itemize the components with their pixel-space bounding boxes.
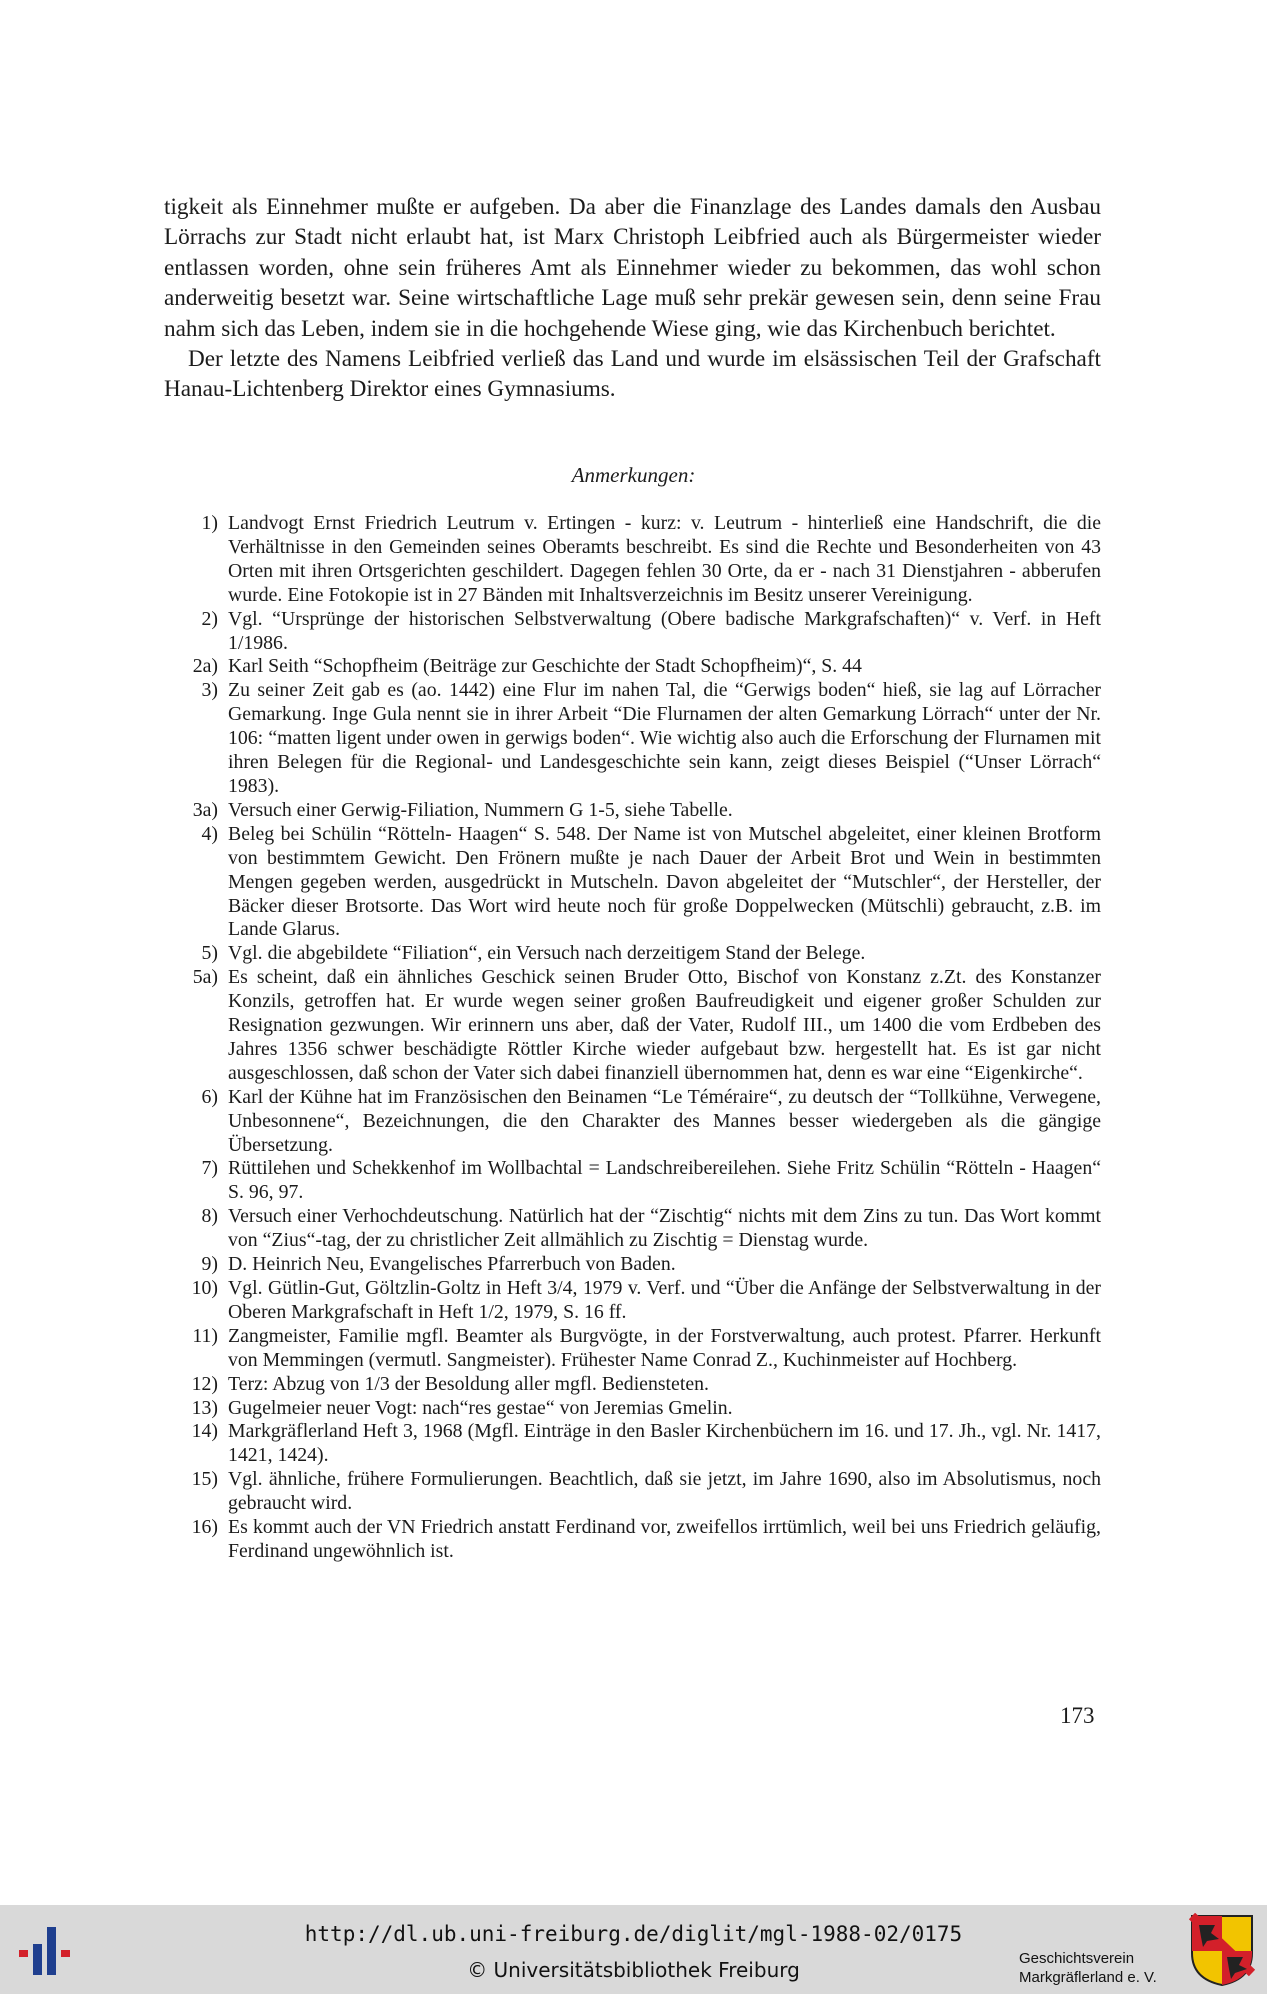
note-item (164, 1205, 1101, 1253)
note-item (164, 1325, 1101, 1373)
body-paragraph: Der letzte des Namens Leibfried verließ das Land und wurde im elsässischen Teil der Grafschaft Hanau-Lichtenberg Direktor eines Gymnasiums. (164, 346, 1101, 403)
note-number: 3a) (192, 798, 218, 821)
note-number: 15) (191, 1468, 218, 1491)
note-item (164, 942, 1101, 966)
note-item (164, 1516, 1101, 1564)
note-text: Vgl. die abgebildete “Filiation“, ein Versuch nach derzeitigem Stand der Belege. (228, 942, 866, 965)
coat-of-arms-icon[interactable] (1189, 1913, 1255, 1987)
note-number: 7) (201, 1157, 218, 1180)
note-text: Terz: Abzug von 1/3 der Besoldung aller mgfl. Bediensteten. (228, 1372, 709, 1395)
note-item (164, 655, 1101, 679)
note-text: Vgl. “Ursprünge der historischen Selbstverwaltung (Obere badische Markgrafschaften)“ v. Verf. in Heft 1/1986. (228, 607, 1101, 654)
footer-url-link[interactable]: http://dl.ub.uni-freiburg.de/diglit/mgl-1988-02/0175 (304, 1922, 963, 1946)
note-number: 16) (191, 1516, 218, 1539)
note-text: Gugelmeier neuer Vogt: nach“res gestae“ von Jeremias Gmelin. (228, 1396, 733, 1419)
note-item (164, 1420, 1101, 1468)
note-item (164, 1373, 1101, 1397)
note-text: Markgräflerland Heft 3, 1968 (Mgfl. Einträge in den Basler Kirchenbüchern im 16. und 17. Jh., vgl. Nr. 1417, 1421, 1424). (228, 1420, 1101, 1467)
body-paragraph: tigkeit als Einnehmer mußte er aufgeben. Da aber die Finanzlage des Landes damals den Ausbau Lörrachs zur Stadt nicht erlaubt hat, ist Marx Christoph Leibfried auch als Bürgermeister wieder entlassen worden, ohne sein früheres Amt als Einnehmer wieder zu bekommen, das wohl schon anderweitig besetzt war. Seine wirtschaftliche Lage muß sehr prekär gewesen sein, denn seine Frau nahm sich das Leben, indem sie in die hochgehende Wiese ging, wie das Kirchenbuch berichtet. (164, 194, 1101, 342)
note-text: Vgl. Gütlin-Gut, Göltzlin-Goltz in Heft 3/4, 1979 v. Verf. und “Über die Anfänge der Selbstverwaltung in der Oberen Markgrafschaft in Heft 1/2, 1979, S. 16 ff. (228, 1277, 1101, 1323)
note-text: Vgl. ähnliche, frühere Formulierungen. Beachtlich, daß sie jetzt, im Jahre 1690, also im Absolutismus, noch gebraucht wird. (228, 1468, 1101, 1515)
note-number: 9) (201, 1253, 218, 1276)
footer-bar (0, 1905, 1267, 1994)
note-item (164, 1277, 1101, 1325)
footer-copyright: © Universitätsbibliothek Freiburg (467, 1958, 800, 1982)
note-number: 2) (201, 607, 218, 630)
note-text: Es kommt auch der VN Friedrich anstatt Ferdinand vor, zweifellos irrtümlich, weil bei uns Friedrich geläufig, Ferdinand ungewöhnlich ist. (228, 1516, 1101, 1562)
note-item (164, 1086, 1101, 1158)
note-number: 2a) (192, 655, 218, 678)
body-text (164, 192, 1101, 405)
note-item (164, 1397, 1101, 1421)
note-item (164, 966, 1101, 1086)
society-name-line: Markgräflerland e. V. (1019, 1969, 1157, 1986)
note-number: 11) (192, 1324, 218, 1347)
note-number: 13) (191, 1396, 218, 1419)
note-text: Versuch einer Verhochdeutschung. Natürlich hat der “Zischtig“ nichts mit dem Zins zu tun. Das Wort kommt von “Zius“-tag, der zu christlicher Zeit allmählich zu Zischtig = Dienstag wurde. (228, 1205, 1101, 1252)
note-number: 8) (201, 1205, 218, 1228)
note-item (164, 1253, 1101, 1277)
note-text: Rüttilehen und Schekkenhof im Wollbachtal = Landschreibereilehen. Siehe Fritz Schülin “Rötteln - Haagen“ S. 96, 97. (228, 1157, 1101, 1204)
note-number: 14) (191, 1420, 218, 1443)
note-item (164, 512, 1101, 608)
note-text: Landvogt Ernst Friedrich Leutrum v. Ertingen - kurz: v. Leutrum - hinterließ eine Handschrift, die die Verhältnisse in den Gemeinden seines Oberamts beschreibt. Es sind die Rechte und Besonderheiten von 43 Orten mit ihren Ortsgerichten geschildert. Dagegen fehlen 30 Orte, da er - nach 31 Dienstjahren - abberufen wurde. Eine Fotokopie ist in 27 Bänden mit Inhaltsverzeichnis im Besitz unserer Vereinigung. (228, 512, 1101, 606)
notes-list (164, 512, 1101, 1564)
note-text: Versuch einer Gerwig-Filiation, Nummern G 1-5, siehe Tabelle. (228, 798, 733, 821)
note-number: 6) (201, 1085, 218, 1108)
society-name (1019, 1949, 1157, 1987)
note-number: 3) (201, 679, 218, 702)
note-text: Beleg bei Schülin “Rötteln- Haagen“ S. 548. Der Name ist von Mutschel abgeleitet, einer kleinen Brotform von bestimmtem Gewicht. Den Frönern mußte je nach Dauer der Arbeit Brot und Wein in bestimmten Mengen gegeben werden, ausgedrückt in Mutscheln. Davon abgeleitet der “Mutschler“, der Hersteller, der Bäcker dieser Brotsorte. Das Wort wird heute noch für große Doppelwecken (Mütschli) gebraucht, z.B. im Lande Glarus. (228, 822, 1101, 941)
note-text: Karl Seith “Schopfheim (Beiträge zur Geschichte der Stadt Schopfheim)“, S. 44 (228, 655, 862, 678)
notes-heading: Anmerkungen: (571, 463, 696, 487)
page-number: 173 (1060, 1703, 1095, 1728)
note-item (164, 799, 1101, 823)
note-item (164, 1157, 1101, 1205)
note-number: 5a) (192, 966, 218, 989)
note-item (164, 823, 1101, 943)
note-item (164, 679, 1101, 799)
note-text: Es scheint, daß ein ähnliches Geschick seinen Bruder Otto, Bischof von Konstanz z.Zt. des Konstanzer Konzils, getroffen hat. Er wurde wegen seiner großen Baufreudigkeit und eigener großer Schulden zur Resignation gezwungen. Wir erinnern uns aber, daß der Vater, Rudolf III., um 1400 die vom Erdbeben des Jahres 1356 schwer beschädigte Röttler Kirche wieder aufgebaut bzw. hergestellt hat. Es ist gar nicht ausgeschlossen, daß schon der Vater sich dabei finanziell übernommen hat, denn es war eine “Eigenkirche“. (228, 966, 1101, 1084)
note-number: 4) (201, 822, 218, 845)
note-text: Karl der Kühne hat im Französischen den Beinamen “Le Téméraire“, zu deutsch der “Tollkühne, Verwegene, Unbesonnene“, Bezeichnungen, die den Charakter des Mannes besser wiedergeben als die gängige Übersetzung. (228, 1085, 1101, 1156)
note-text: D. Heinrich Neu, Evangelisches Pfarrerbuch von Baden. (228, 1253, 676, 1276)
note-number: 10) (191, 1277, 218, 1299)
note-text: Zu seiner Zeit gab es (ao. 1442) eine Flur im nahen Tal, die “Gerwigs boden“ hieß, sie lag auf Lörracher Gemarkung. Inge Gula nennt sie in ihrer Arbeit “Die Flurnamen der alten Gemarkung Lörrach“ unter der Nr. 106: “matten ligent under owen in gerwigs boden“. Wie wichtig also auch die Erforschung der Flurnamen mit ihren Belegen für die Regional- und Landesgeschichte sein kann, zeigt dieses Beispiel (“Unser Lörrach“ 1983). (228, 679, 1101, 797)
society-name-line: Geschichtsverein (1019, 1950, 1135, 1967)
note-text: Zangmeister, Familie mgfl. Beamter als Burgvögte, in der Forstverwaltung, auch protest. Pfarrer. Herkunft von Memmingen (vermutl. Sangmeister). Frühester Name Conrad Z., Kuchinmeister auf Hochberg. (228, 1324, 1101, 1371)
note-item (164, 1468, 1101, 1516)
note-number: 12) (191, 1372, 218, 1395)
note-number: 5) (201, 942, 218, 965)
note-number: 1) (201, 512, 218, 534)
note-item (164, 608, 1101, 656)
